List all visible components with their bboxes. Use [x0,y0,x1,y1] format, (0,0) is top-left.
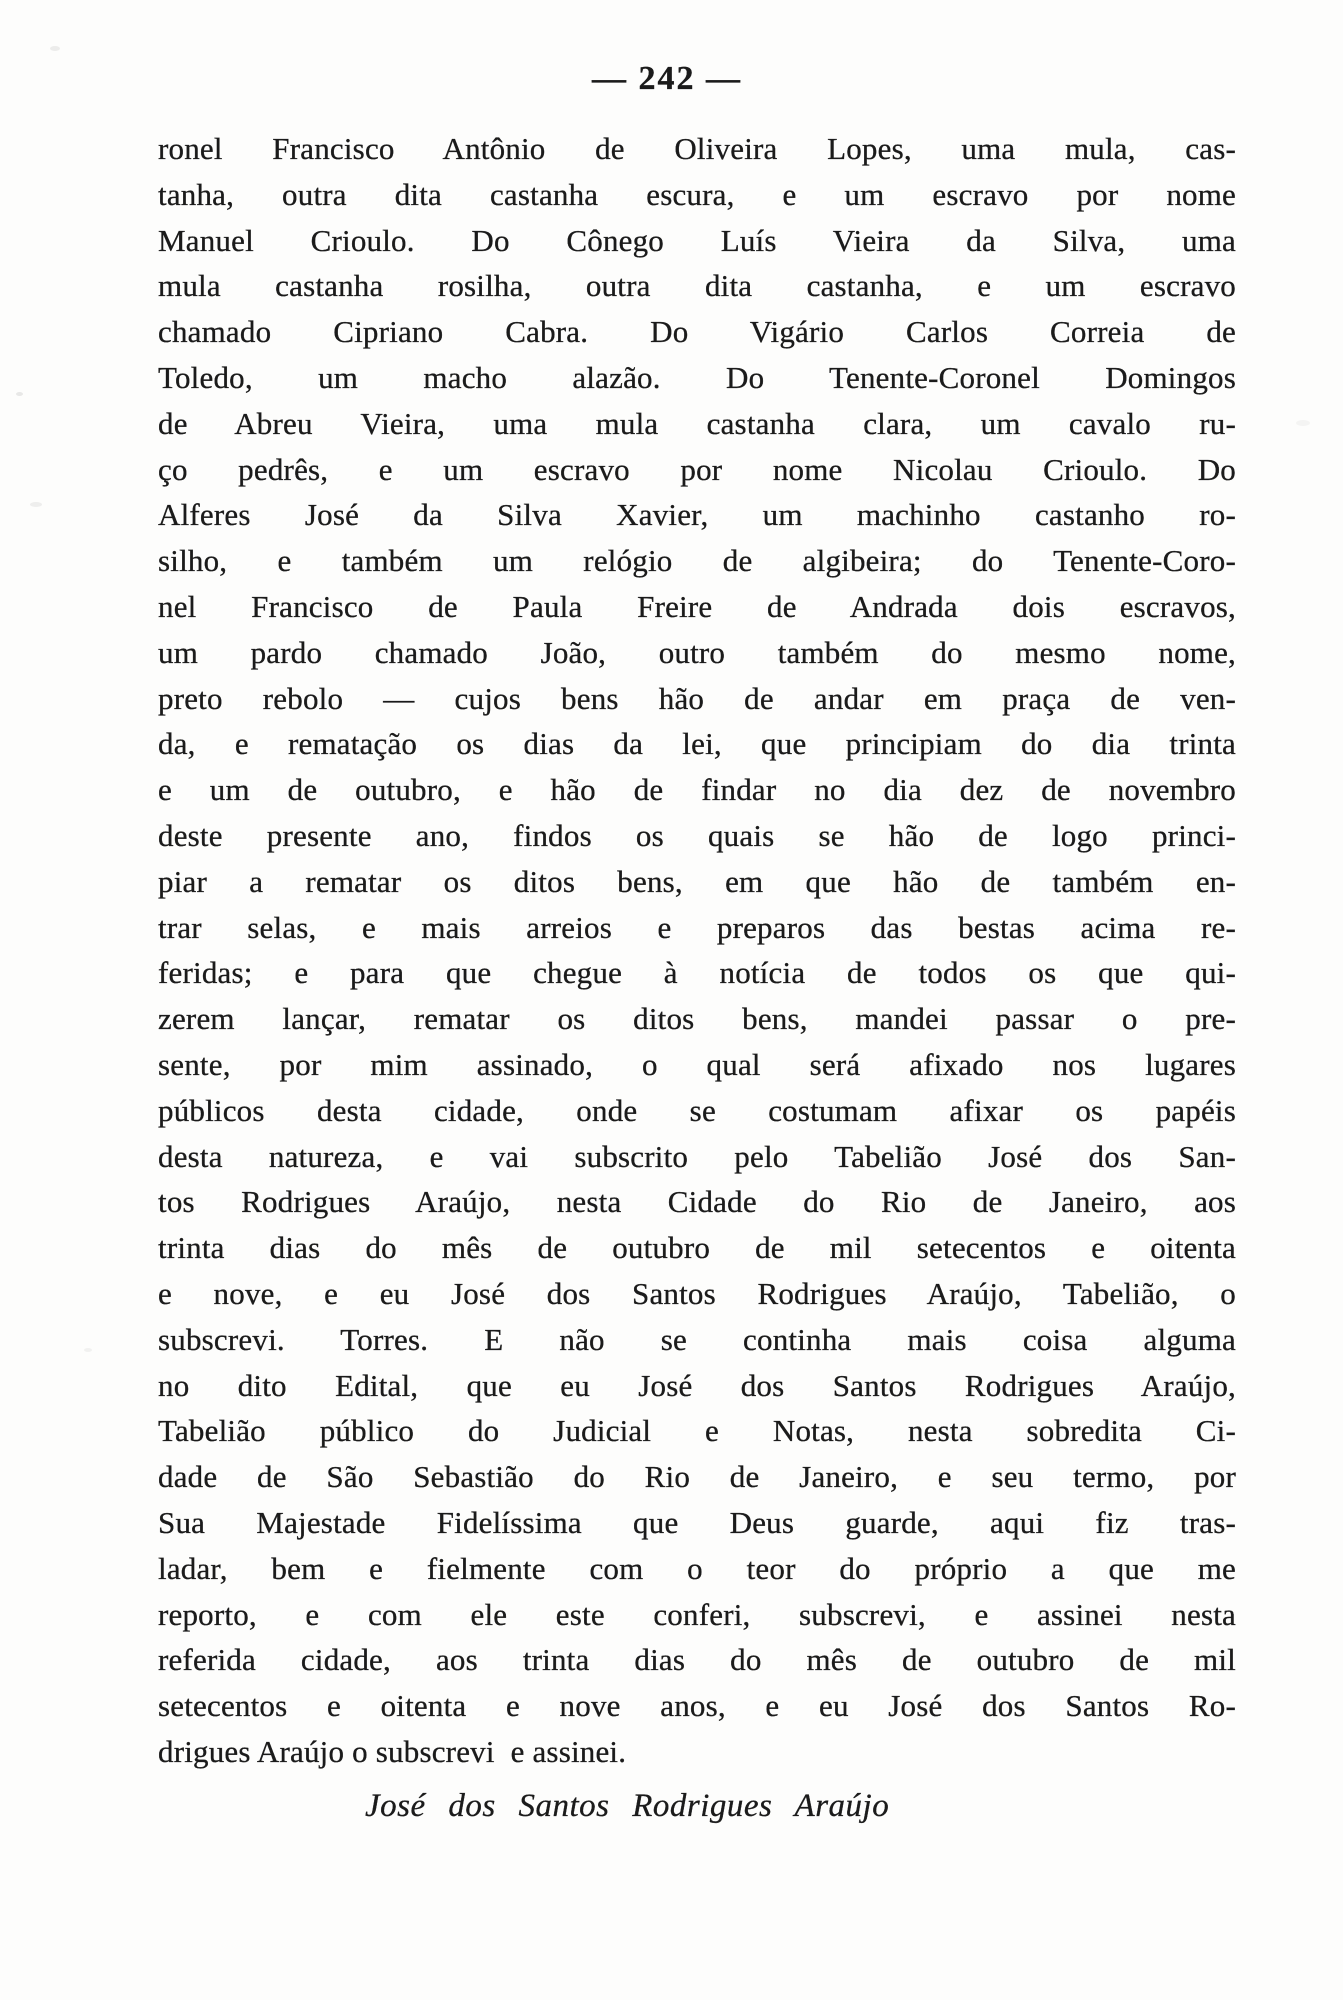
text-line: tanha, outra dita castanha escura, e um escravo por nome [158,176,1236,212]
text-line: referida cidade, aos trinta dias do mês de outubro de mil [158,1642,1236,1678]
text-line: de Abreu Vieira, uma mula castanha clara, um cavalo ru- [158,405,1236,441]
text-line: nel Francisco de Paula Freire de Andrada dois escravos, [158,588,1236,624]
scan-speck [84,1348,92,1352]
scan-speck [1296,420,1310,426]
text-line: ço pedrês, e um escravo por nome Nicolau Crioulo. Do [158,451,1236,487]
text-line: e um de outubro, e hão de findar no dia dez de novembro [158,772,1236,808]
text-line: Toledo, um macho alazão. Do Tenente-Coronel Domingos [158,359,1236,395]
text-line: Manuel Crioulo. Do Cônego Luís Vieira da Silva, uma [158,222,1236,258]
scan-speck [50,46,60,51]
text-line: setecentos e oitenta e nove anos, e eu José dos Santos Ro- [158,1688,1236,1724]
text-line: zerem lançar, rematar os ditos bens, mandei passar o pre- [158,1001,1236,1037]
text-line: mula castanha rosilha, outra dita castanha, e um escravo [158,268,1236,304]
text-line: Sua Majestade Fidelíssima que Deus guarde, aqui fiz tras- [158,1504,1236,1540]
text-line: um pardo chamado João, outro também do mesmo nome, [158,634,1236,670]
text-line: piar a rematar os ditos bens, em que hão de também en- [158,863,1236,899]
body-text [158,126,1236,1775]
text-line: desta natureza, e vai subscrito pelo Tabelião José dos San- [158,1138,1236,1174]
text-line: preto rebolo — cujos bens hão de andar em praça de ven- [158,680,1236,716]
text-line: deste presente ano, findos os quais se hão de logo princi- [158,817,1236,853]
text-line: tos Rodrigues Araújo, nesta Cidade do Rio de Janeiro, aos [158,1184,1236,1220]
text-line: trar selas, e mais arreios e preparos das bestas acima re- [158,909,1236,945]
page-number: — 242 — [592,60,742,97]
text-line: silho, e também um relógio de algibeira; do Tenente-Coro- [158,543,1236,579]
text-line: no dito Edital, que eu José dos Santos Rodrigues Araújo, [158,1367,1236,1403]
scan-speck [16,392,23,396]
text-line: e nove, e eu José dos Santos Rodrigues Araújo, Tabelião, o [158,1275,1236,1311]
signature-line: José dos Santos Rodrigues Araújo [365,1787,890,1824]
text-line: da, e rematação os dias da lei, que principiam do dia trinta [158,726,1236,762]
scan-speck [30,502,42,507]
text-line: drigues Araújo o subscrevi e assinei. [158,1733,627,1769]
text-line: sente, por mim assinado, o qual será afixado nos lugares [158,1046,1236,1082]
text-line: feridas; e para que chegue à notícia de todos os que qui- [158,955,1236,991]
text-line: subscrevi. Torres. E não se continha mais coisa alguma [158,1321,1236,1357]
text-line: ronel Francisco Antônio de Oliveira Lopes, uma mula, cas- [158,131,1236,166]
text-line: reporto, e com ele este conferi, subscrevi, e assinei nesta [158,1596,1236,1632]
text-line: Tabelião público do Judicial e Notas, nesta sobredita Ci- [158,1413,1236,1449]
text-line: públicos desta cidade, onde se costumam afixar os papéis [158,1092,1236,1128]
text-line: chamado Cipriano Cabra. Do Vigário Carlos Correia de [158,314,1236,350]
text-line: ladar, bem e fielmente com o teor do próprio a que me [158,1550,1236,1586]
text-line: trinta dias do mês de outubro de mil setecentos e oitenta [158,1230,1236,1266]
text-line: dade de São Sebastião do Rio de Janeiro, e seu termo, por [158,1459,1236,1495]
text-line: Alferes José da Silva Xavier, um machinho castanho ro- [158,497,1236,533]
